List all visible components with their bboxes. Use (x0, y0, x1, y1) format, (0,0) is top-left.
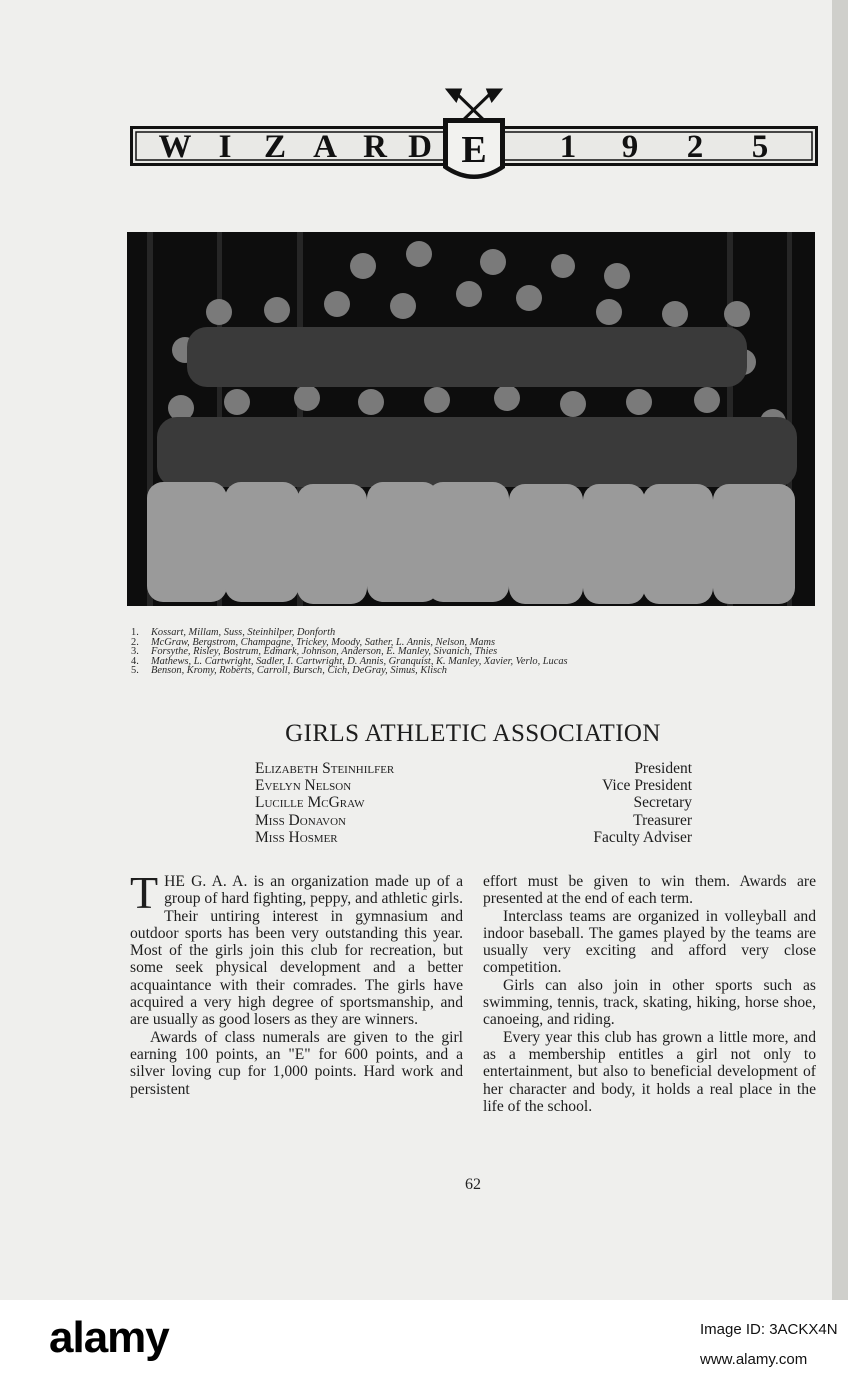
body-paragraph: Interclass teams are organized in volleyball and indoor baseball. The games played by the teams are usually very exciting and afford very close competition. (483, 907, 816, 977)
banner-letter: Z (263, 129, 287, 165)
banner-letter: A (313, 129, 337, 165)
body-paragraph: effort must be given to win them. Awards are presented at the end of each term. (483, 873, 816, 908)
page-number: 62 (465, 1176, 481, 1193)
banner-letter: W (158, 129, 192, 165)
banner-letter: R (363, 129, 387, 165)
photo-caption (131, 628, 821, 676)
group-photo-icon (127, 232, 815, 606)
body-paragraph: Awards of class numerals are given to the girl earning 100 points, an "E" for 600 points, and a silver loving cup for 1,000 points. Hard work and persistent (130, 1028, 463, 1098)
drop-cap: T (130, 867, 159, 918)
banner-letter: 5 (751, 129, 769, 165)
caption-row: 5. Benson, Kromy, Roberts, Carroll, Bursch, Cich, DeGray, Simus, Klisch (131, 665, 447, 677)
caption-row: 4. Mathews, L. Cartwright, Sadler, I. Cartwright, D. Annis, Granquist, K. Manley, Xavier, Verlo, Lucas (131, 655, 568, 667)
banner-letter: 2 (686, 129, 704, 165)
image-id-label: Image ID: 3ACKX4N (700, 1321, 838, 1338)
site-url: www.alamy.com (700, 1351, 808, 1368)
banner-letter: D (408, 129, 432, 165)
body-paragraph: THE G. A. A. is an organization made up of a group of hard fighting, peppy, and athletic girls. Their untiring interest in gymnasium and outdoor sports has been very outstanding this year. Most of the girls join this club for recreation, but some seek physical development and a better acquaintance with their comrades. The girls have acquired a very high degree of sportsmanship, and are usually as good losers as they are winners. (130, 867, 463, 1029)
body-paragraph: Girls can also join in other sports such as swimming, tennis, track, skating, hiking, horse shoe, canoeing, and riding. (483, 976, 816, 1029)
yearbook-banner (130, 88, 818, 188)
shield-emblem (443, 118, 505, 179)
caption-row: 3. Forsythe, Risley, Bostrum, Edmark, Johnson, Anderson, E. Manley, Sivanich, Thies (131, 646, 498, 658)
officer-row: Miss Donavon Treasurer (255, 811, 692, 829)
banner-letter: 9 (621, 129, 639, 165)
officer-row: Elizabeth Steinhilfer President (255, 760, 692, 777)
banner-letter: I (218, 129, 232, 165)
section-heading: GIRLS ATHLETIC ASSOCIATION (285, 720, 661, 747)
brand-logo: alamy (49, 1313, 169, 1362)
page-edge (832, 0, 848, 1300)
body-column-right (483, 873, 816, 1115)
caption-row: 1. Kossart, Millam, Suss, Steinhilper, Donforth (131, 627, 336, 638)
officer-row: Lucille McGraw Secretary (255, 794, 692, 812)
emblem-letter: E (461, 129, 487, 171)
body-column-left (130, 867, 463, 1098)
officer-row: Miss Hosmer Faculty Adviser (255, 828, 692, 846)
caption-row: 2. McGraw, Bergstrom, Champagne, Trickey, Moody, Sather, L. Annis, Nelson, Mams (131, 636, 496, 648)
group-photo (127, 232, 815, 606)
officer-row: Evelyn Nelson Vice President (255, 777, 692, 795)
body-paragraph: Every year this club has grown a little more, and as a membership entitles a girl not only to entertainment, but also to beneficial development of her character and body, it holds a real place in the life of the school. (483, 1028, 816, 1115)
officers-list (255, 760, 692, 846)
banner-letter: 1 (559, 129, 577, 165)
